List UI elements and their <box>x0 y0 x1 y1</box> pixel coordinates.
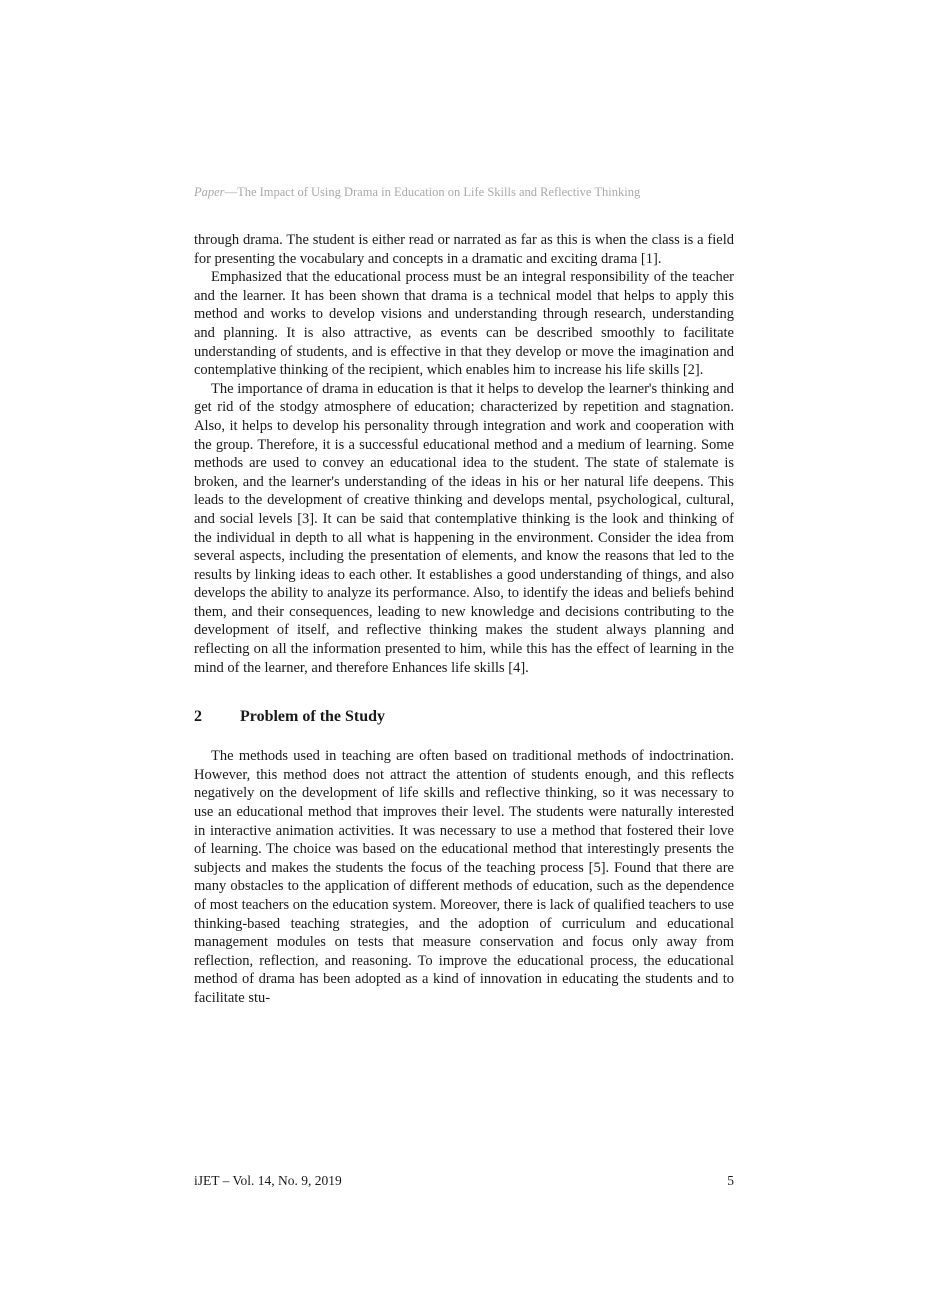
page-content <box>194 231 734 1008</box>
footer-page-number: 5 <box>727 1173 734 1188</box>
header-title: —The Impact of Using Drama in Education on Life Skills and Reflective Thinking <box>224 185 641 199</box>
paragraph-continued-from-previous-page: through drama. The student is either read or narrated as far as this is when the class is a field for presenting the vocabulary and concepts in a dramatic and exciting drama [1]. <box>194 232 734 267</box>
running-header <box>194 184 734 200</box>
paragraph: The importance of drama in education is that it helps to develop the learner's thinking and get rid of the stodgy atmosphere of education; characterized by repetition and stagnation. Also, it helps to develop his personality through integration and work and cooperation with the group. Therefore, it is a successful educational method and a medium of learning. Some methods are used to convey an educational idea to the student. The state of stalemate is broken, and the learner's understanding of the ideas in his or her natural life deepens. This leads to the development of creative thinking and develops mental, psychological, cultural, and social levels [3]. It can be said that contemplative thinking is the look and thinking of the individual in depth to all what is happening in the environment. Consider the idea from several aspects, including the presentation of elements, and know the reasons that led to the results by linking ideas to each other. It establishes a good understanding of things, and also develops the ability to analyze its performance. Also, to identify the ideas and beliefs behind them, and their consequences, leading to new knowledge and decisions contributing to the development of itself, and reflective thinking makes the student always planning and reflecting on all the information presented to him, while this has the effect of learning in the mind of the learner, and therefore Enhances life skills [4]. <box>194 380 734 676</box>
section-number: 2 <box>194 708 202 726</box>
page-footer <box>194 1172 734 1189</box>
section-heading <box>194 707 734 727</box>
section-title: Problem of the Study <box>240 708 386 726</box>
paragraph: Emphasized that the educational process must be an integral responsibility of the teacher and the learner. It has been shown that drama is a technical model that helps to apply this method and works to develop visions and understanding through research, understanding and planning. It is also attractive, as events can be described smoothly to facilitate understanding of students, and is effective in that they develop or move the imagination and contemplative thinking of the recipient, which enables him to increase his life skills [2]. <box>194 269 734 379</box>
footer-journal-info: iJET – Vol. 14, No. 9, 2019 <box>194 1173 342 1188</box>
header-paper-label: Paper <box>194 185 225 199</box>
paragraph: The methods used in teaching are often based on traditional methods of indoctrination. However, this method does not attract the attention of students enough, and this reflects negatively on the development of life skills and reflective thinking, so it was necessary to use an educational method that improves their level. The students were naturally interested in interactive animation activities. It was necessary to use a method that fostered their love of learning. The choice was based on the educational method that interestingly presents the subjects and makes the students the focus of the teaching process [5]. Found that there are many obstacles to the application of different methods of education, such as the dependence of most teachers on the education system. Moreover, there is lack of qualified teachers to use thinking-based teaching strategies, and the adoption of curriculum and educational management modules on tests that measure conservation and focus only away from reflection, reflection, and reasoning. To improve the educational process, the educational method of drama has been adopted as a kind of innovation in educating the students and to facilitate stu- <box>194 748 734 1006</box>
